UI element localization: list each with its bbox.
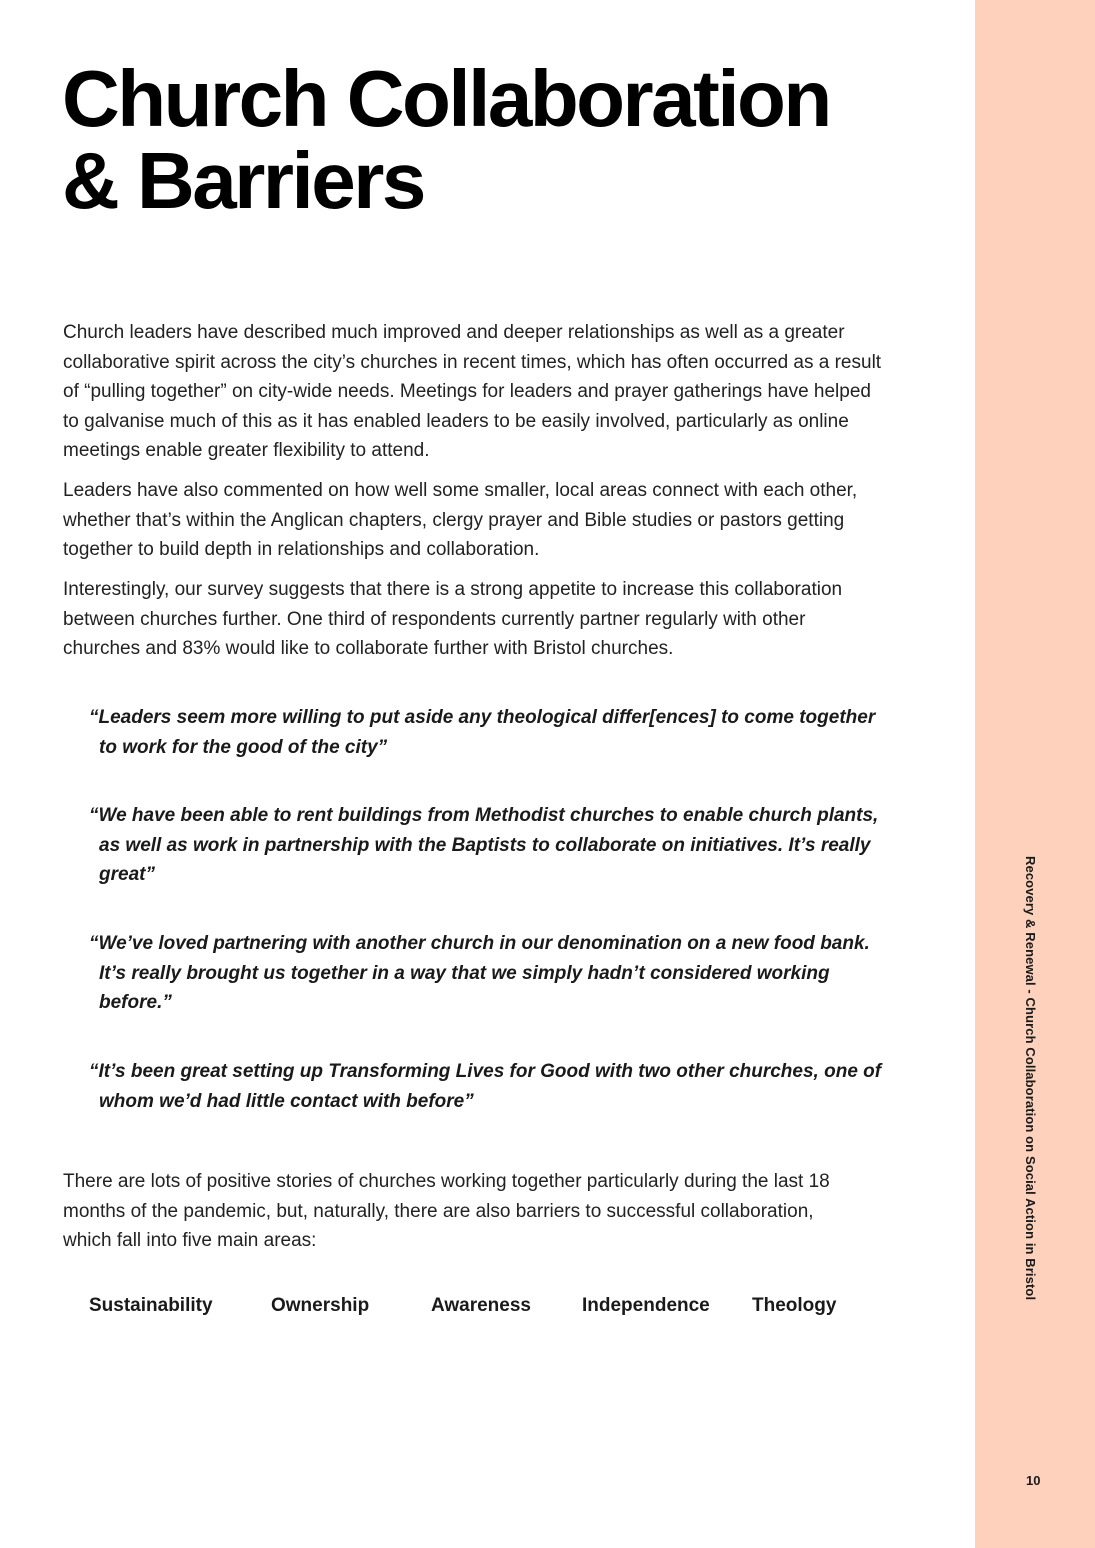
side-color-band	[975, 0, 1095, 1548]
barrier-area-sustainability: Sustainability	[89, 1295, 213, 1316]
barrier-areas-list	[0, 1295, 975, 1325]
barrier-area-ownership: Ownership	[271, 1295, 370, 1316]
body-paragraph-4: There are lots of positive stories of churches working together particularly during the last 18 months of the pandemic, but, naturally, there are also barriers to successful collaboration, which fall into five main areas:	[63, 1171, 830, 1251]
barrier-area-theology: Theology	[752, 1295, 837, 1316]
quote-3: “We’ve loved partnering with another church in our denomination on a new food bank. It’s really brought us together in a way that we simply hadn’t considered working before.”	[89, 933, 870, 1013]
running-header: Recovery & Renewal - Church Collaboration on Social Action in Bristol	[1023, 856, 1038, 1301]
quote-4: “It’s been great setting up Transforming Lives for Good with two other churches, one of whom we’d had little contact with before”	[89, 1061, 882, 1112]
body-paragraph-2: Leaders have also commented on how well some smaller, local areas connect with each other, whether that’s within the Anglican chapters, clergy prayer and Bible studies or pastors getting together to build depth in relationships and collaboration.	[63, 480, 858, 560]
barrier-area-independence: Independence	[582, 1295, 710, 1316]
body-paragraph-3: Interestingly, our survey suggests that there is a strong appetite to increase this collaboration between churches further. One third of respondents currently partner regularly with other churches and 83% would like to collaborate further with Bristol churches.	[63, 579, 843, 659]
barrier-area-awareness: Awareness	[431, 1295, 531, 1316]
page-title-line-1: Church Collaboration	[62, 54, 830, 143]
page-title-line-2: & Barriers	[62, 136, 424, 225]
quote-2: “We have been able to rent buildings from Methodist churches to enable church plants, as well as work in partnership with the Baptists to collaborate on initiatives. It’s really great”	[89, 805, 879, 885]
quote-1: “Leaders seem more willing to put aside any theological differ[ences] to come together to work for the good of the city”	[89, 707, 876, 758]
body-paragraph-1: Church leaders have described much improved and deeper relationships as well as a greater collaborative spirit across the city’s churches in recent times, which has often occurred as a result of “pulling together” on city-wide needs. Meetings for leaders and prayer gatherings have helped to galvanise much of this as it has enabled leaders to be easily involved, particularly as online meetings enable greater flexibility to attend.	[63, 322, 882, 461]
page-title	[62, 54, 830, 225]
page-number: 10	[1026, 1473, 1041, 1488]
